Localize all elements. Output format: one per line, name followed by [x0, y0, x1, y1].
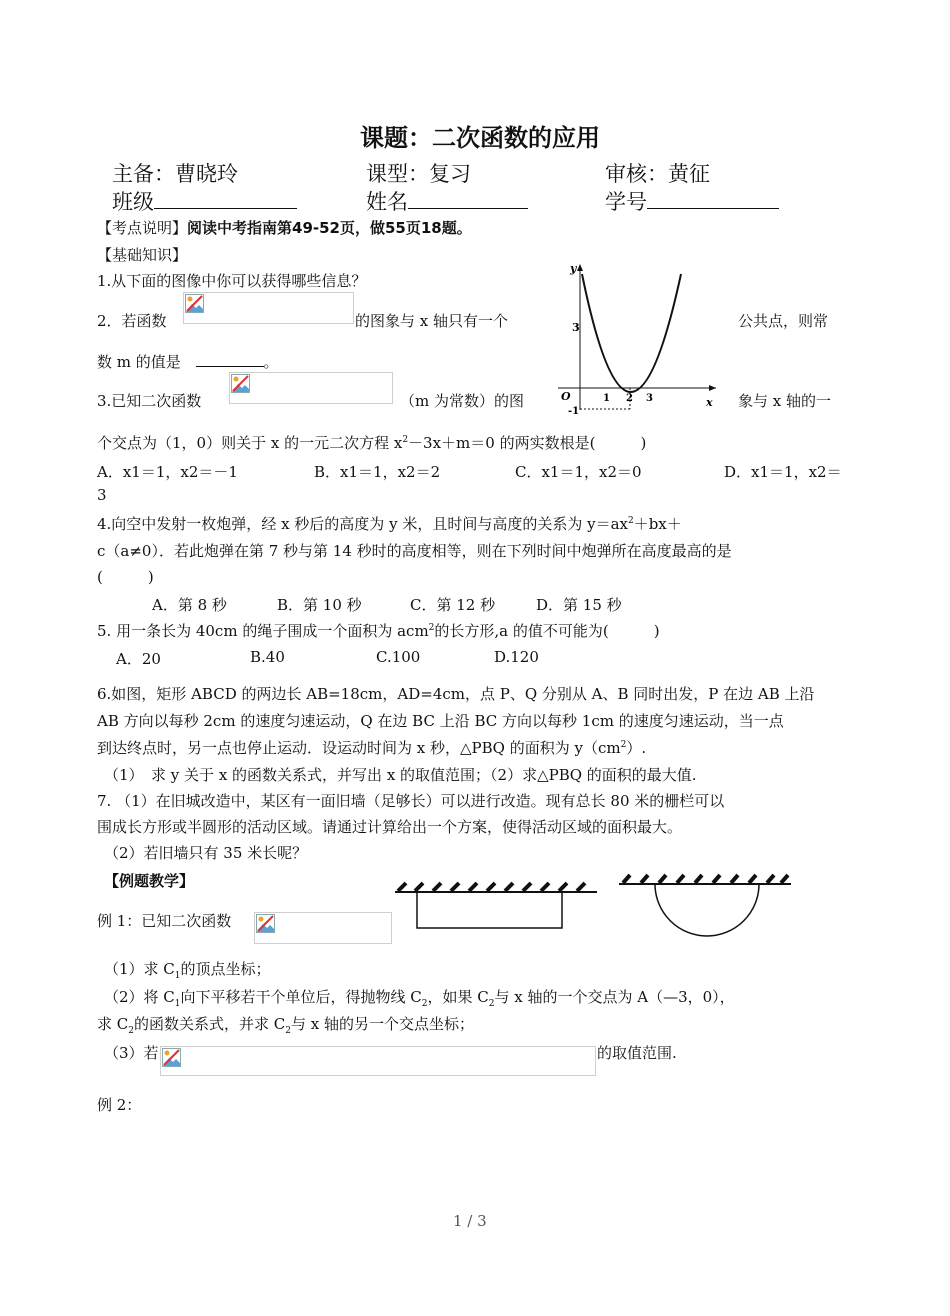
liti-label: 【例题教学】	[104, 872, 195, 890]
y-tick-neg1: -1	[568, 406, 580, 417]
q4-opt-b: B．第 10 秒	[277, 596, 362, 614]
q3-opt-a: A．x1＝1，x2＝－1	[97, 463, 238, 481]
q2-d: 数 m 的值是	[97, 353, 181, 371]
wall-hatching-2	[623, 875, 788, 883]
ex1-p1	[104, 958, 271, 979]
q3-b: （m 为常数）的图	[400, 392, 524, 410]
xuehao-blank[interactable]	[647, 190, 779, 209]
banji-blank[interactable]	[154, 190, 297, 209]
q2-answer-blank[interactable]	[196, 352, 264, 367]
q6-l3b: ）.	[626, 739, 647, 757]
q3-formula-image	[229, 372, 393, 404]
y-label: y	[570, 262, 577, 275]
ex1-p2d: 与 x 轴的一个交点为 A（—3，0），	[494, 988, 735, 1006]
q5-sup: 2	[428, 623, 435, 633]
ex1-p2	[104, 986, 735, 1007]
wall-rectangle-figure	[393, 876, 599, 932]
q5-opt-b: B.40	[250, 648, 285, 666]
q2-c: 公共点，则常	[738, 312, 829, 330]
q4-l1b: ＋bx＋	[633, 515, 682, 533]
tick-3: 3	[646, 393, 653, 404]
q4-opt-c: C．第 12 秒	[410, 596, 496, 614]
x-axis-arrow	[709, 385, 716, 391]
q5-line	[97, 620, 660, 641]
q6-l2: AB 方向以每秒 2cm 的速度匀速运动，Q 在边 BC 上沿 BC 方向以每秒 1cm 的速度匀速运动，当一点	[97, 712, 784, 730]
header-kexing: 课型：复习	[366, 162, 471, 186]
header-banji-label: 班级	[112, 190, 154, 214]
header-xingming	[366, 186, 528, 216]
q3-d2: －3x＋m＝0 的两实数根是( )	[408, 434, 647, 452]
ex1-p2sub5: 2	[285, 1026, 291, 1036]
q5-opt-d: D.120	[494, 648, 539, 666]
ex1-p2sub1: 1	[174, 999, 181, 1009]
q5-a: 5. 用一条长为 40cm 的绳子围成一个面积为 acm	[97, 622, 429, 640]
q4-opt-d: D．第 15 秒	[536, 596, 622, 614]
ex1-p2sub2: 2	[421, 999, 428, 1009]
q5-opt-a: A．20	[116, 650, 161, 668]
q4-l3: ( )	[97, 568, 154, 586]
ex1-p2f: 的函数关系式，并求 C	[133, 1015, 286, 1033]
kaodian-text: 阅读中考指南第49-52页，做55页18题。	[187, 219, 472, 237]
parabola-curve	[582, 274, 681, 392]
q4-line1	[97, 513, 682, 534]
wall-hatching	[398, 883, 585, 891]
ex1-p2sub4: 2	[128, 1026, 134, 1036]
rectangle-fence	[417, 892, 562, 928]
q2-formula-image	[183, 292, 354, 324]
q2-a: 2．若函数	[97, 312, 167, 330]
q3-opt-c: C．x1＝1，x2＝0	[515, 463, 642, 481]
ex1-p2e: 求 C	[97, 1015, 129, 1033]
origin-label: O	[561, 390, 571, 403]
kaodian-label: 【考点说明】	[97, 219, 188, 237]
ex2-label: 例 2：	[97, 1096, 142, 1114]
ex1-formula-image	[254, 912, 392, 944]
ex1-p1a: （1）求 C	[104, 960, 175, 978]
ex1-p2-line2	[97, 1013, 474, 1034]
wall-semicircle-figure	[617, 868, 795, 964]
q7-l3: （2）若旧墙只有 35 米长呢？	[104, 844, 308, 862]
ex1-p2b: 向下平移若干个单位后，得抛物线 C	[180, 988, 422, 1006]
broken-image-icon	[256, 914, 275, 933]
q6-l1: 6.如图，矩形 ABCD 的两边长 AB=18cm，AD=4cm，点 P、Q 分别从 A、B 同时出发，P 在边 AB 上沿	[97, 685, 815, 703]
kaodian-line	[97, 217, 472, 238]
ex1-a: 例 1：已知二次函数	[97, 912, 232, 930]
ex1-p3-formula-image	[160, 1046, 596, 1076]
q3-opt-d: D．x1＝1，x2＝	[724, 463, 842, 481]
q3-d1: 个交点为（1，0）则关于 x 的一元二次方程 x	[97, 434, 403, 452]
parabola-graph	[548, 260, 723, 420]
q6-l4: （1） 求 y 关于 x 的函数关系式，并写出 x 的取值范围；（2）求△PBQ 的面积的最大值.	[104, 766, 697, 784]
broken-image-icon	[231, 374, 250, 393]
broken-image-icon	[162, 1048, 181, 1067]
q5-opt-c: C.100	[376, 648, 421, 666]
q3-opt-b: B．x1＝1，x2＝2	[314, 463, 441, 481]
header-shenhe: 审核：黄征	[605, 162, 710, 186]
header-zhubei: 主备：曹晓玲	[112, 162, 238, 186]
ex1-p2c: ，如果 C	[427, 988, 489, 1006]
y-axis-arrow	[577, 264, 583, 271]
q4-l2: c（a≠0）．若此炮弹在第 7 秒与第 14 秒时的高度相等，则在下列时间中炮弹所在高度最高的是	[97, 542, 732, 560]
ex1-p2g: 与 x 轴的另一个交点坐标；	[290, 1015, 474, 1033]
q2-line2	[97, 351, 279, 372]
y-tick-3: 3	[572, 321, 580, 334]
jichu-label: 【基础知识】	[97, 246, 188, 264]
ex1-p2sub3: 2	[488, 999, 495, 1009]
ex1-p3a: （3）若	[104, 1044, 159, 1062]
q4-l1a: 4.向空中发射一枚炮弹，经 x 秒后的高度为 y 米，且时间与高度的关系为 y＝ax	[97, 515, 628, 533]
q7-l1: 7. （1）在旧城改造中，某区有一面旧墙（足够长）可以进行改造。现有总长 80 米的栅栏可以	[97, 792, 725, 810]
q4-opt-a: A．第 8 秒	[152, 596, 227, 614]
q6-sup: 2	[620, 740, 627, 750]
q3-sup: 2	[402, 435, 409, 445]
header-xingming-label: 姓名	[366, 190, 408, 214]
header-banji	[112, 186, 297, 216]
q7-l2: 围成长方形或半圆形的活动区域。请通过计算给出一个方案，使得活动区域的面积最大。	[97, 818, 683, 836]
page-number: 1 / 3	[453, 1212, 487, 1230]
ex1-p2a: （2）将 C	[104, 988, 175, 1006]
q3-a: 3.已知二次函数	[97, 392, 202, 410]
semicircle-fence	[655, 884, 759, 936]
header-xuehao	[605, 186, 779, 216]
q5-b: 的长方形,a 的值不可能为( )	[434, 622, 660, 640]
q2-b: 的图象与 x 轴只有一个	[355, 312, 508, 330]
q4-sup: 2	[627, 516, 634, 526]
ex1-p1sub: 1	[174, 971, 181, 981]
broken-image-icon	[185, 294, 204, 313]
page-title: 课题：二次函数的应用	[360, 123, 600, 152]
tick-1: 1	[603, 393, 610, 404]
q6-line3	[97, 737, 646, 758]
x-label: x	[706, 396, 713, 409]
q3-c: 象与 x 轴的一	[738, 392, 831, 410]
ex1-p1b: 的顶点坐标；	[180, 960, 271, 978]
xingming-blank[interactable]	[408, 190, 528, 209]
q1-text: 1.从下面的图像中你可以获得哪些信息？	[97, 272, 367, 290]
q3-line2	[97, 432, 646, 453]
q2-e: 。	[263, 353, 279, 371]
tick-2: 2	[626, 393, 633, 404]
header-xuehao-label: 学号	[605, 190, 647, 214]
ex1-p3b: 的取值范围.	[597, 1044, 677, 1062]
q6-l3a: 到达终点时，另一点也停止运动．设运动时间为 x 秒，△PBQ 的面积为 y（cm	[97, 739, 621, 757]
q3-opt-d2: 3	[97, 486, 107, 504]
